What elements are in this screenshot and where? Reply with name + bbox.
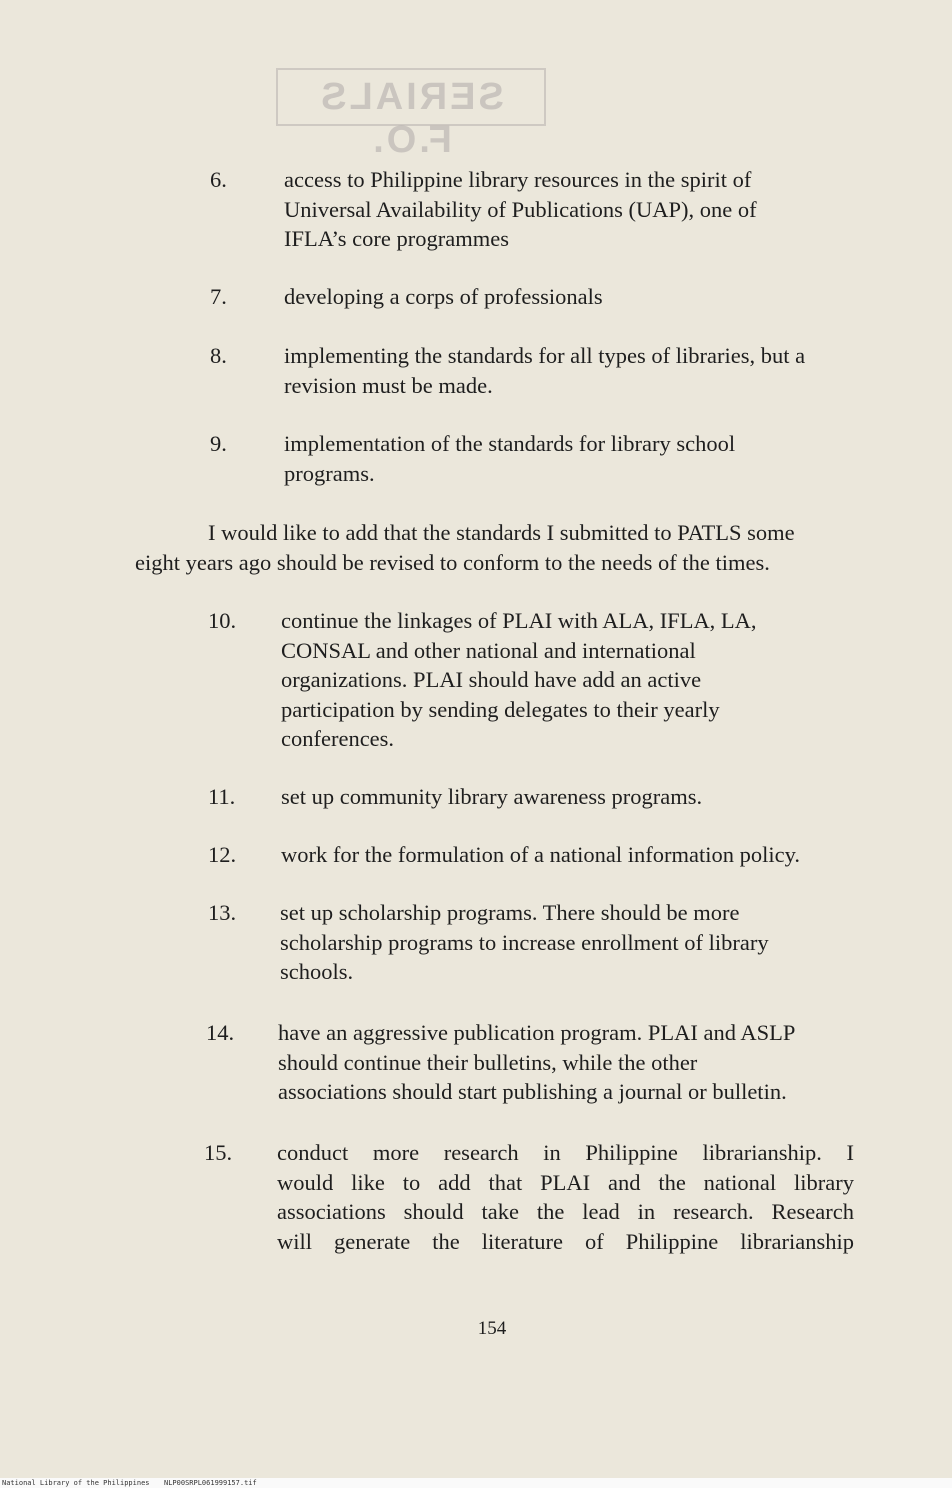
item-line: continue the linkages of PLAI with ALA, IFLA, LA,: [281, 608, 757, 633]
item-line: access to Philippine library resources in the spirit of: [284, 167, 752, 192]
footer-filename: NLP00SRPL061999157.tif: [164, 1479, 257, 1487]
stamp-text: SERIALS F.O.: [318, 76, 504, 161]
item-line: Universal Availability of Publications (UAP), one of: [284, 196, 757, 222]
serials-stamp: [276, 68, 546, 161]
item-number: 6.: [210, 167, 227, 192]
item-number: 14.: [206, 1020, 235, 1045]
item-line: will generate the literature of Philippine librarianship: [277, 1228, 854, 1254]
item-line: revision must be made.: [284, 372, 493, 398]
item-line: have an aggressive publication program. PLAI and ASLP: [278, 1020, 796, 1045]
item-number: 12.: [208, 842, 237, 867]
item-line: work for the formulation of a national information policy.: [281, 842, 801, 867]
item-line: schools.: [280, 959, 354, 984]
paragraph-line-1: I would like to add that the standards I submitted to PATLS some: [208, 520, 795, 545]
footer-library: National Library of the Philippines: [2, 1479, 150, 1487]
item-number: 8.: [210, 343, 227, 368]
page-number: 154: [477, 1318, 507, 1339]
item-number: 11.: [208, 784, 236, 809]
item-line: organizations. PLAI should have add an active: [281, 667, 702, 692]
paragraph-line-2: eight years ago should be revised to conform to the needs of the times.: [135, 549, 770, 575]
item-line: CONSAL and other national and international: [281, 637, 696, 663]
item-line: implementation of the standards for library school: [284, 431, 736, 456]
item-number: 9.: [210, 431, 227, 456]
item-line: conduct more research in Philippine librarianship. I: [277, 1140, 854, 1165]
item-number: 15.: [204, 1140, 233, 1165]
scan-footer: [0, 1478, 952, 1488]
item-line: IFLA’s core programmes: [284, 226, 509, 251]
item-line: implementing the standards for all types of libraries, but a: [284, 343, 806, 368]
item-line: set up scholarship programs. There should be more: [280, 900, 740, 925]
item-line: conferences.: [281, 726, 395, 751]
item-line: set up community library awareness programs.: [281, 784, 703, 809]
body-paragraph: [135, 518, 863, 577]
item-line: participation by sending delegates to their yearly: [281, 696, 720, 722]
item-number: 10.: [208, 608, 237, 633]
item-line: would like to add that PLAI and the national library: [277, 1169, 854, 1195]
item-line: programs.: [284, 460, 375, 486]
item-line: should continue their bulletins, while the other: [278, 1049, 698, 1075]
item-line: developing a corps of professionals: [284, 284, 603, 309]
item-line: associations should start publishing a journal or bulletin.: [278, 1079, 787, 1104]
item-number: 7.: [210, 284, 227, 309]
item-number: 13.: [208, 900, 237, 925]
item-line: scholarship programs to increase enrollment of library: [280, 929, 769, 955]
item-line: associations should take the lead in research. Research: [277, 1199, 854, 1224]
